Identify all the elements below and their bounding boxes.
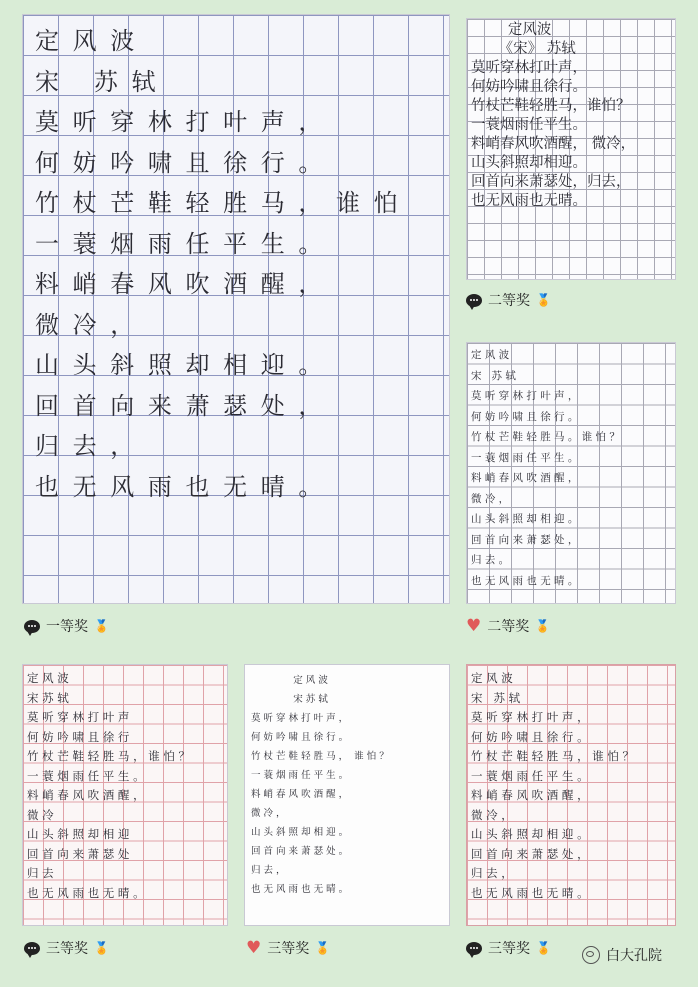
poem-line: 竹 杖 芒 鞋 轻 胜 马 。 谁 怕 ？ — [471, 431, 620, 443]
poem-line: 山 头 斜 照 却 相 迎 。 — [471, 513, 579, 525]
poem-line: 一蓑烟雨任平生。 — [471, 117, 587, 133]
handwriting-third-b — [251, 671, 389, 899]
poem-line: 一 蓑 烟 雨 任 平 生 。 — [471, 451, 579, 464]
poem-line: 也无风雨也无晴。 — [471, 193, 587, 209]
comment-icon[interactable] — [24, 942, 40, 955]
poem-line: 也 无 风 雨 也 无 晴 。 — [471, 885, 589, 900]
poem-line: 微 冷 ， — [471, 492, 510, 505]
handwriting-second-b — [471, 345, 620, 591]
poem-line: 也 无 风 雨 也 无 晴 。 — [251, 884, 349, 895]
poem-line: 也 无 风 雨 也 无 晴 。 — [35, 472, 326, 501]
entry-card-second-b[interactable] — [466, 342, 676, 604]
poem-line: 宋 苏 轼 — [471, 369, 516, 382]
gold-medal-icon: 🏅 — [94, 619, 109, 633]
entry-card-third-a[interactable] — [22, 664, 228, 926]
poem-line: 归 去 ， — [251, 865, 286, 876]
entry-card-second-a[interactable] — [466, 18, 676, 280]
silver-medal-icon: 🏅 — [536, 293, 551, 307]
poem-line: 何 妨 吟 啸 且 徐 行 — [27, 729, 130, 744]
entry-card-third-b[interactable] — [244, 664, 450, 926]
award-label: 三等奖 — [267, 941, 310, 957]
poem-line: 莫 听 穿 林 打 叶 声 ， — [471, 390, 579, 402]
entry-card-third-c[interactable] — [466, 664, 676, 926]
caption-third-b — [246, 938, 330, 958]
poem-line: 何 妨 吟 啸 且 徐 行 。 — [471, 410, 579, 423]
poem-line: 回首向来萧瑟处，归去， — [471, 174, 631, 190]
poem-line: 料 峭 春 风 吹 酒 醒 ， — [251, 789, 349, 800]
award-label: 二等奖 — [488, 293, 530, 309]
handwriting-second-a — [471, 21, 635, 211]
poem-line: 也 无 风 雨 也 无 晴 。 — [27, 885, 145, 900]
comment-icon[interactable] — [466, 942, 482, 955]
poem-line: 一 蓑 烟 雨 任 平 生 。 — [471, 768, 589, 783]
poem-line: 山 头 斜 照 却 相 迎 — [27, 827, 130, 841]
silver-medal-icon: 🏅 — [535, 619, 551, 633]
poem-line: 山 头 斜 照 却 相 迎 。 — [251, 827, 349, 838]
comment-icon[interactable] — [466, 294, 482, 307]
watermark — [582, 944, 662, 966]
poem-line: 归 去 。 — [471, 554, 510, 566]
poem-line: 何 妨 吟 啸 且 徐 行 。 — [471, 729, 589, 744]
poem-line: 宋 苏 轼 — [35, 67, 159, 96]
poem-line: 山 头 斜 照 却 相 迎 。 — [35, 351, 326, 379]
comment-icon[interactable] — [24, 620, 40, 633]
heart-icon[interactable]: ♥ — [466, 616, 482, 636]
poem-line: 宋 苏 轼 — [27, 690, 69, 705]
poem-line: 山头斜照却相迎。 — [471, 155, 587, 171]
poem-line: 山 头 斜 照 却 相 迎 。 — [471, 827, 589, 841]
poem-line: 回 首 向 来 萧 瑟 处 。 — [251, 846, 349, 857]
poem-line: 莫 听 穿 林 打 叶 声 — [27, 710, 130, 724]
bronze-medal-icon: 🏅 — [94, 941, 109, 955]
poem-line: 归 去 — [27, 866, 54, 880]
caption-second-a — [466, 290, 551, 310]
poem-line: 一 蓑 烟 雨 任 平 生 。 — [27, 768, 145, 783]
award-label: 二等奖 — [487, 619, 530, 635]
poem-line: 宋 苏 轼 — [471, 690, 521, 705]
poem-line: 定 风 波 — [27, 671, 69, 685]
poem-line: 回 首 向 来 萧 瑟 处 ， — [35, 391, 326, 420]
bronze-medal-icon: 🏅 — [536, 941, 551, 955]
poem-line: 料 峭 春 风 吹 酒 醒 ， — [471, 472, 579, 484]
entry-card-first[interactable] — [22, 14, 450, 604]
poem-line: 一 蓑 烟 雨 任 平 生 。 — [35, 229, 326, 258]
poem-line: 莫 听 穿 林 打 叶 声 ， — [35, 108, 326, 136]
poem-line: 料 峭 春 风 吹 酒 醒 ， — [35, 270, 326, 298]
poem-line: 归 去 ， — [471, 866, 513, 880]
award-label: 三等奖 — [46, 941, 88, 957]
handwriting-first — [35, 21, 401, 507]
bronze-medal-icon: 🏅 — [315, 941, 331, 955]
caption-second-b — [466, 616, 550, 636]
caption-third-c — [466, 938, 551, 958]
poem-line: 归 去 ， — [35, 432, 138, 460]
poem-line: 定 风 波 — [251, 675, 328, 686]
wechat-channel-icon — [582, 946, 600, 964]
poem-line: 料峭春风吹酒醒， 微冷， — [471, 136, 636, 152]
poem-line: 宋 苏 轼 — [251, 694, 328, 705]
poem-line: 微 冷 ， — [471, 807, 513, 822]
poem-line: 莫听穿林打叶声， — [471, 60, 587, 76]
poem-line: 竹 杖 芒 鞋 轻 胜 马 ， 谁 怕 — [35, 189, 401, 217]
poem-line: 定 风 波 — [471, 671, 513, 685]
poem-line: 竹 杖 芒 鞋 轻 胜 马 ， 谁 怕 ？ — [471, 749, 635, 763]
poem-line: 竹杖芒鞋轻胜马，谁怕？ — [471, 98, 631, 114]
poem-line: 料 峭 春 风 吹 酒 醒 ， — [27, 788, 145, 802]
poem-line: 微 冷 — [27, 807, 54, 822]
poem-line: 竹 杖 芒 鞋 轻 胜 马 ， 谁 怕 ？ — [251, 751, 389, 762]
award-label: 三等奖 — [488, 941, 530, 957]
poem-line: 定风波 — [471, 22, 552, 38]
poem-line: 莫 听 穿 林 打 叶 声 ， — [471, 710, 589, 724]
poem-line: 微 冷 ， — [35, 310, 138, 339]
poem-line: 竹 杖 芒 鞋 轻 胜 马 ， 谁 怕 ？ — [27, 749, 191, 763]
poem-line: 回 首 向 来 萧 瑟 处 — [27, 846, 130, 861]
watermark-text: 白大孔院 — [606, 948, 662, 964]
poem-line: 回 首 向 来 萧 瑟 处 ， — [471, 846, 589, 861]
poem-line: 何 妨 吟 啸 且 徐 行 。 — [35, 148, 326, 177]
poem-line: 回 首 向 来 萧 瑟 处 ， — [471, 533, 579, 546]
award-label: 一等奖 — [46, 619, 88, 635]
poem-line: 定 风 波 — [35, 27, 138, 55]
poem-line: 定 风 波 — [471, 349, 510, 361]
poem-line: 一 蓑 烟 雨 任 平 生 。 — [251, 770, 349, 781]
poem-line: 微 冷 ， — [251, 808, 286, 819]
caption-third-a — [24, 938, 109, 958]
handwriting-third-c — [471, 669, 634, 903]
poem-line: 何妨吟啸且徐行。 — [471, 79, 587, 95]
poem-line: 也 无 风 雨 也 无 晴 。 — [471, 574, 579, 587]
handwriting-third-a — [27, 669, 190, 903]
heart-icon[interactable]: ♥ — [246, 938, 262, 958]
poem-line: 何 妨 吟 啸 且 徐 行 。 — [251, 732, 349, 743]
poem-line: 莫 听 穿 林 打 叶 声 ， — [251, 713, 349, 724]
poem-line: 《宋》 苏轼 — [471, 41, 576, 57]
caption-first — [24, 616, 109, 636]
poem-line: 料 峭 春 风 吹 酒 醒 ， — [471, 788, 589, 802]
